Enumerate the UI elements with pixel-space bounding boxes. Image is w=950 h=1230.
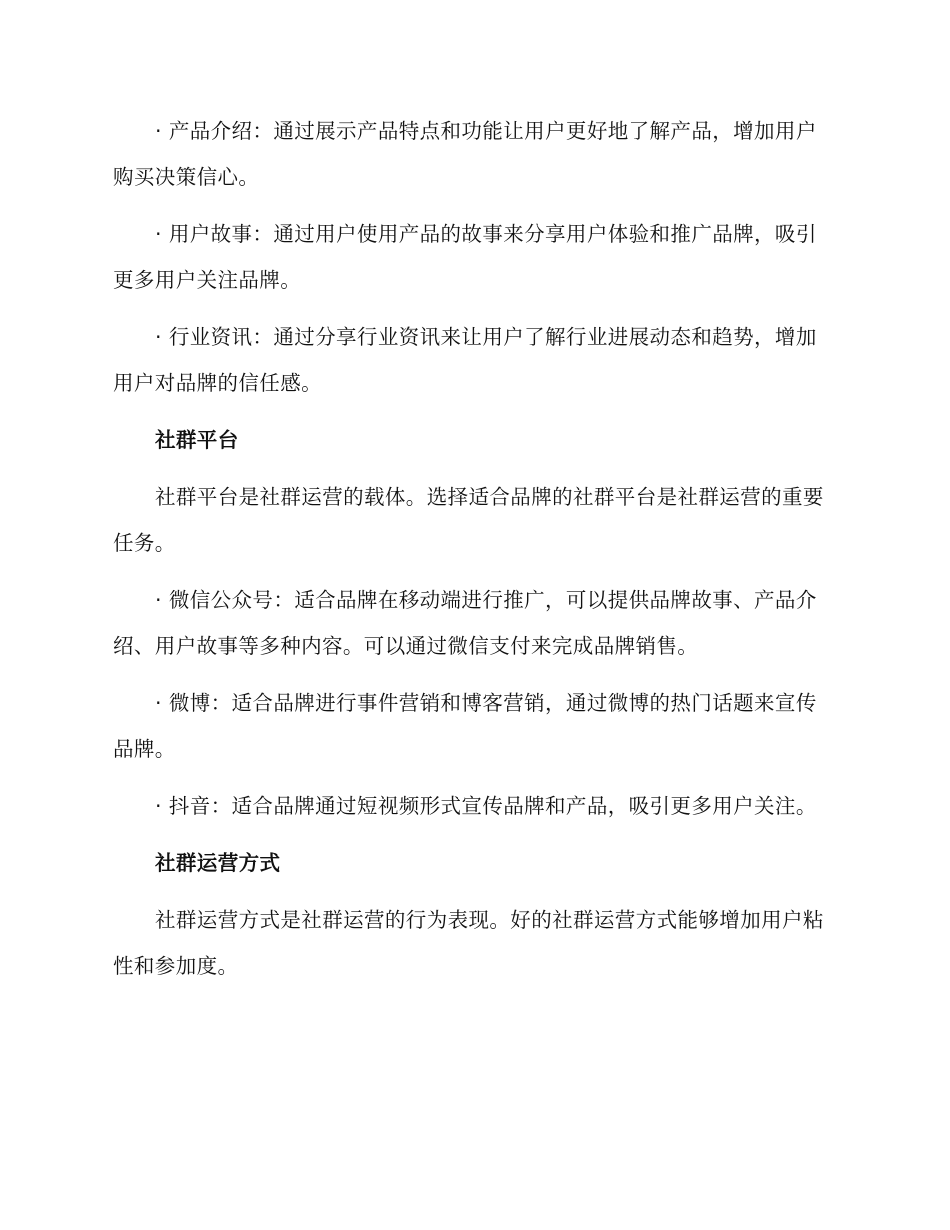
paragraph-user-stories: · 用户故事：通过用户使用产品的故事来分享用户体验和推广品牌，吸引更多用户关注品牌。 [113, 222, 817, 292]
paragraph-product-intro: · 产品介绍：通过展示产品特点和功能让用户更好地了解产品，增加用户购买决策信心。 [113, 119, 817, 189]
document-page [113, 108, 833, 1000]
paragraph-wechat: · 微信公众号：适合品牌在移动端进行推广，可以提供品牌故事、产品介绍、用户故事等多种内容。可以通过微信支付来完成品牌销售。 [113, 588, 817, 658]
paragraph-weibo: · 微博：适合品牌进行事件营销和博客营销，通过微博的热门话题来宣传品牌。 [113, 691, 817, 761]
paragraph-douyin: · 抖音：适合品牌通过短视频形式宣传品牌和产品，吸引更多用户关注。 [155, 794, 817, 818]
paragraph-platform-intro: 社群平台是社群运营的载体。选择适合品牌的社群平台是社群运营的重要任务。 [113, 485, 824, 555]
paragraph-industry-news: · 行业资讯：通过分享行业资讯来让用户了解行业进展动态和趋势，增加用户对品牌的信任感。 [113, 325, 817, 395]
paragraph-operation-intro: 社群运营方式是社群运营的行为表现。好的社群运营方式能够增加用户粘性和参加度。 [113, 908, 824, 978]
section-heading-community-platform: 社群平台 [155, 428, 239, 452]
section-heading-operation-methods: 社群运营方式 [155, 851, 281, 875]
